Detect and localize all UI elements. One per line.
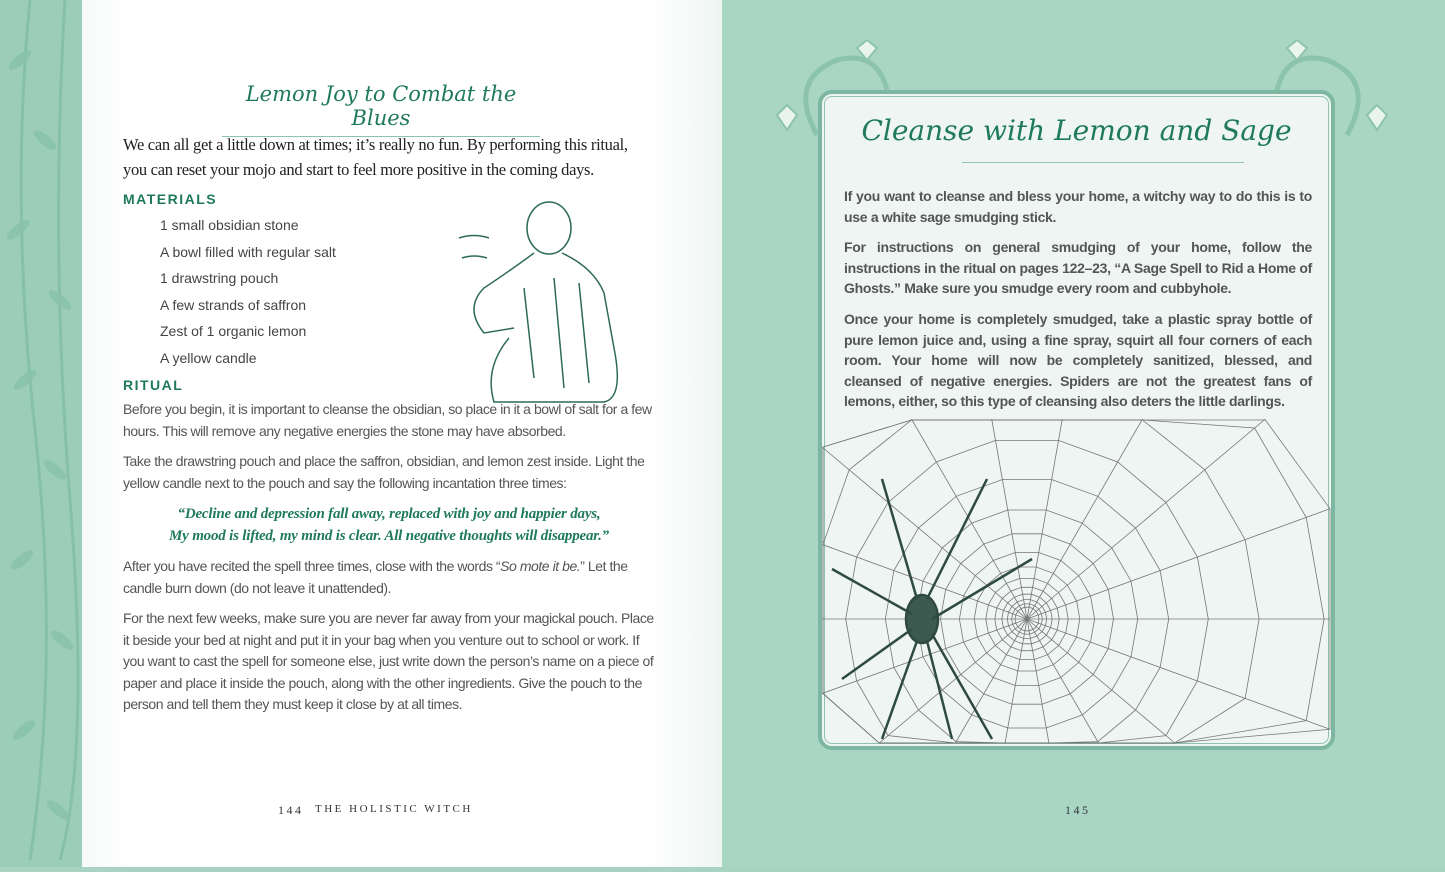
paragraph: For instructions on general smudging of your home, follow the instructions in the ritual on pages 122–23, “A Sage Spell to Rid a Home of Ghosts.” Make sure you smudge every room and cubbyhole.: [844, 239, 1312, 297]
list-item: A bowl filled with regular salt: [160, 243, 336, 260]
page-number: 144: [278, 803, 304, 817]
quote-line: My mood is lifted, my mind is clear. All negative thoughts will disappear.”: [169, 528, 609, 544]
title-rule: [962, 162, 1244, 163]
spider-web-illustration: [822, 419, 1331, 744]
page-title: Lemon Joy to Combat the Blues: [222, 82, 540, 137]
page-number: 145: [1065, 803, 1091, 817]
leaf-pattern-border: [0, 0, 82, 867]
materials-list: [123, 212, 655, 371]
text: ” Let the candle burn down (do not leave it unattended).: [123, 558, 628, 596]
sidebar-box: [818, 90, 1335, 750]
list-item: Zest of 1 organic lemon: [160, 323, 307, 339]
ritual-paragraph-3: [123, 556, 655, 599]
list-item: 1 drawstring pouch: [160, 270, 279, 286]
list-item: A yellow candle: [160, 349, 257, 366]
paragraph: Once your home is completely smudged, take a plastic spray bottle of pure lemon juice and, using a fine spray, squirt all four corners of each room. Your home will now be completely sanitized, blessed, and cleansed of negative energies. Spiders are not the greatest fans of lemons, either, so this type of cleansing also deters the little darlings.: [844, 310, 1312, 410]
box-text: [844, 186, 1312, 422]
running-head: THE HOLISTIC WITCH: [315, 803, 473, 815]
box-title: Cleanse with Lemon and Sage: [861, 114, 1292, 147]
paragraph: If you want to cleanse and bless your home, a witchy way to do this is to use a white sage smudging stick.: [844, 188, 1312, 225]
materials-heading: MATERIALS: [123, 191, 218, 207]
text: After you have recited the spell three times, close with the words “: [123, 558, 501, 574]
list-item: A few strands of saffron: [160, 296, 307, 313]
emphasis-text: So mote it be.: [500, 558, 581, 574]
left-text-column: [123, 132, 655, 725]
intro-paragraph: We can all get a little down at times; it’s really no fun. By performing this ritual, you can reset your mojo and start to feel more positive in the coming days.: [123, 135, 628, 179]
ritual-paragraph-1: Before you begin, it is important to cleanse the obsidian, so place in it a bowl of salt for a few hours. This will remove any negative energies the stone may have absorbed.: [123, 401, 652, 439]
ritual-heading: RITUAL: [123, 377, 184, 393]
left-page: [82, 0, 722, 867]
ritual-paragraph-2: Take the drawstring pouch and place the saffron, obsidian, and lemon zest inside. Light the yellow candle next to the pouch and say the following incantation three times:: [123, 453, 645, 491]
right-page: [722, 0, 1445, 867]
leaf-vine-illustration: [0, 0, 82, 867]
list-item: 1 small obsidian stone: [160, 217, 299, 233]
quote-line: “Decline and depression fall away, replaced with joy and happier days,: [177, 506, 601, 522]
incantation-quote: [123, 503, 655, 547]
ritual-paragraph-4: For the next few weeks, make sure you are never far away from your magickal pouch. Place it beside your bed at night and put it in your bag when you venture out to school or work. If you want to cast the spell for someone else, just write down the person’s name on a piece of paper and place it inside the pouch, along with the other ingredients. Give the pouch to the person and tell them they must keep it close by at all times.: [123, 610, 654, 712]
